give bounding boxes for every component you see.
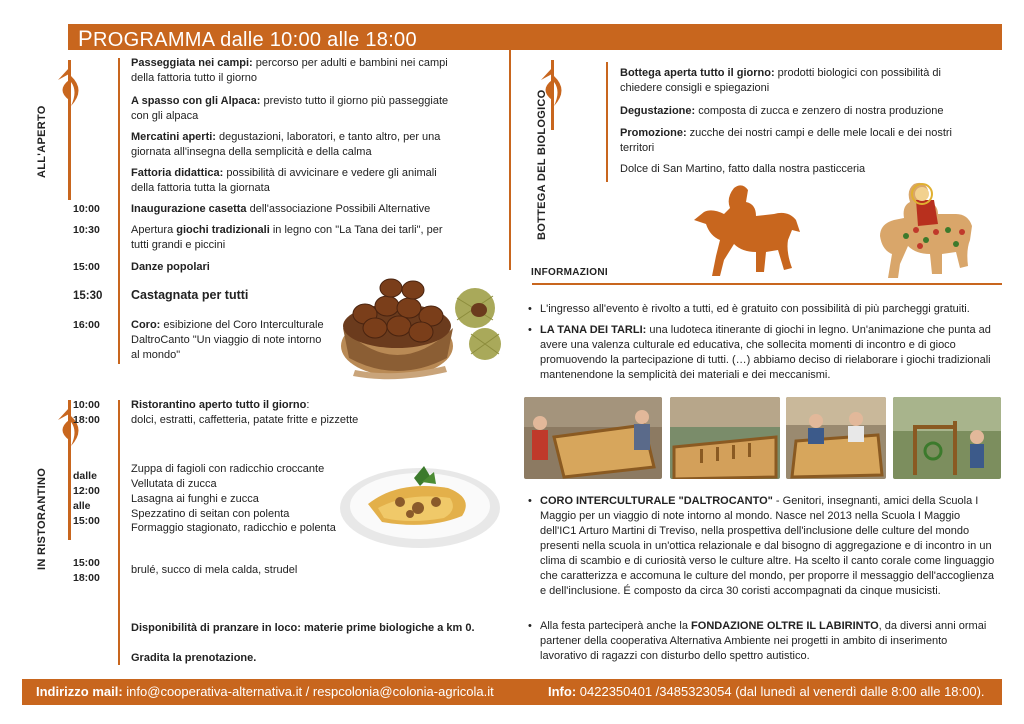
rist-time-end: 18:00 <box>73 414 100 426</box>
divider-ristorantino <box>118 400 120 665</box>
item-fattoria: Fattoria didattica: possibilità di avvicinare e vedere gli animali della fattoria tutta la giornata <box>131 167 437 194</box>
ludoteca-photo-1 <box>524 397 662 479</box>
item-castagnata: Castagnata per tutti <box>131 288 249 302</box>
time-15-00: 15:00 <box>73 261 100 273</box>
item-mercatini: Mercatini aperti: degustazioni, laboratori, e tanto altro, per una giornata all'insegna della semplicità e della calma <box>131 131 441 158</box>
note-prenotazione: Gradita la prenotazione. <box>131 652 257 664</box>
section-label-all-aperto: ALL'APERTO <box>36 105 48 178</box>
item-ristorantino-text: dolci, estratti, caffetteria, patate fritte e pizzette <box>131 414 359 426</box>
section-label-bottega: BOTTEGA DEL BIOLOGICO <box>536 89 548 240</box>
chestnuts-image <box>335 258 505 388</box>
ludoteca-photo-3 <box>786 397 886 479</box>
ludoteca-photo-2 <box>670 397 780 479</box>
bottega-item: Degustazione: composta di zucca e zenzero di nostra produzione <box>620 105 944 117</box>
info-item: • LA TANA DEI TARLI: una ludoteca itinerante di giochi in legno. Un'animazione che punta ad avere una valenza culturale ed educativa, che sollecita momenti di incontro e di gioco promuovendo la partecipazione di tutti. (…) abbiamo deciso di rielaborare i giochi tradizionali mantenendone la semplicità dei materiali e dei meccanismi. <box>540 323 1000 383</box>
san-martino-silhouette <box>690 180 810 284</box>
section-label-informazioni: INFORMAZIONI <box>531 267 608 278</box>
note-disponibilita: Disponibilità di pranzare in loco: materie prime biologiche a km 0. <box>131 622 475 634</box>
after-time-end: 18:00 <box>73 572 100 584</box>
divider-all-aperto <box>118 58 120 364</box>
lunch-time-alle: alle <box>73 500 91 512</box>
item-afternoon: brulé, succo di mela calda, strudel <box>131 564 298 576</box>
menu-item: Vellutata di zucca <box>131 478 217 490</box>
info-item: • L'ingresso all'evento è rivolto a tutti, ed è gratuito con possibilità di più parcheggi gratuiti. <box>540 302 1000 317</box>
item-inaugurazione: Inaugurazione casetta dell'associazione Possibili Alternative <box>131 203 431 215</box>
info-item: • CORO INTERCULTURALE "DALTROCANTO" - Genitori, insegnanti, amici della Scuola I Maggio per un viaggio di note intorno al mondo. Nasce nel 2013 nella Scuola I Maggio dell'IC1 Arturo Martini di Treviso, nella prospettiva dell'inclusione delle culture del mondo presenti nella scuola in un'ottica relazionale e dal bisogno di aggregazione e di incontro in un clima di scambio e di curiosità verso le culture altre. Ha scelto il canto corale come linguaggio che caratterizza e accomuna le culture del mondo, per proporre il messaggio dell'accoglienza e dell'inclusione. É composto da circa 30 coristi accompagnati da cinque musicisti. <box>540 494 995 599</box>
info-item: • Alla festa parteciperà anche la FONDAZIONE OLTRE IL LABIRINTO, da diversi anni ormai partener della cooperativa Alternativa Ambiente nei progetti in ambito di inserimento lavorativo di ragazzi con disturbo dello spettro autistico. <box>540 619 995 664</box>
menu-item: Lasagna ai funghi e zucca <box>131 493 259 505</box>
time-10-00: 10:00 <box>73 203 100 215</box>
item-alpaca: A spasso con gli Alpaca: previsto tutto il giorno più passeggiate con gli alpaca <box>131 95 449 122</box>
item-passeggiata: Passeggiata nei campi: percorso per adulti e bambini nei campi della fattoria tutto il giorno <box>131 57 448 84</box>
rist-time-start: 10:00 <box>73 399 100 411</box>
divider-bottega <box>606 62 608 182</box>
item-giochi: Apertura giochi tradizionali in legno con "La Tana dei tarli", per tutti grandi e piccini <box>131 224 443 251</box>
lunch-time-start: 12:00 <box>73 485 100 497</box>
san-martino-cookie-image <box>876 180 976 284</box>
item-ristorantino: Ristorantino aperto tutto il giorno: <box>131 399 310 411</box>
bottega-item: Bottega aperta tutto il giorno: prodotti biologici con possibilità di chiedere consigli e spiegazioni <box>620 67 941 94</box>
footer-mail: Indirizzo mail: info@cooperativa-alternativa.it / respcolonia@colonia-agricola.it <box>36 684 494 699</box>
ludoteca-photo-4 <box>893 397 1001 479</box>
bottega-item: Promozione: zucche dei nostri campi e delle mele locali e dei nostri territori <box>620 127 952 154</box>
halberd-icon <box>52 60 88 200</box>
menu-item: Spezzatino di seitan con polenta <box>131 508 290 520</box>
menu-item: Zuppa di fagioli con radicchio croccante <box>131 463 325 475</box>
time-10-30: 10:30 <box>73 224 100 236</box>
time-15-30: 15:30 <box>73 290 103 302</box>
item-coro: Coro: esibizione del Coro Interculturale DaltroCanto "Un viaggio di note intorno al mondo" <box>131 319 324 361</box>
lasagna-plate-image <box>338 452 503 552</box>
lunch-time-dalle: dalle <box>73 470 97 482</box>
bottega-item: Dolce di San Martino, fatto dalla nostra pasticceria <box>620 163 866 175</box>
divider-informazioni <box>532 283 1002 285</box>
footer-info: Info: 0422350401 /3485323054 (dal lunedì al venerdì dalle 8:00 alle 18:00). <box>548 684 985 699</box>
item-danze: Danze popolari <box>131 261 210 273</box>
menu-item: Formaggio stagionato, radicchio e polenta <box>131 522 336 534</box>
section-label-ristorantino: IN RISTORANTINO <box>36 467 48 570</box>
time-16-00: 16:00 <box>73 319 100 331</box>
divider-right-top <box>509 50 511 270</box>
after-time-start: 15:00 <box>73 557 100 569</box>
page-title: PROGRAMMA dalle 10:00 alle 18:00 <box>78 26 417 51</box>
lunch-time-end: 15:00 <box>73 515 100 527</box>
